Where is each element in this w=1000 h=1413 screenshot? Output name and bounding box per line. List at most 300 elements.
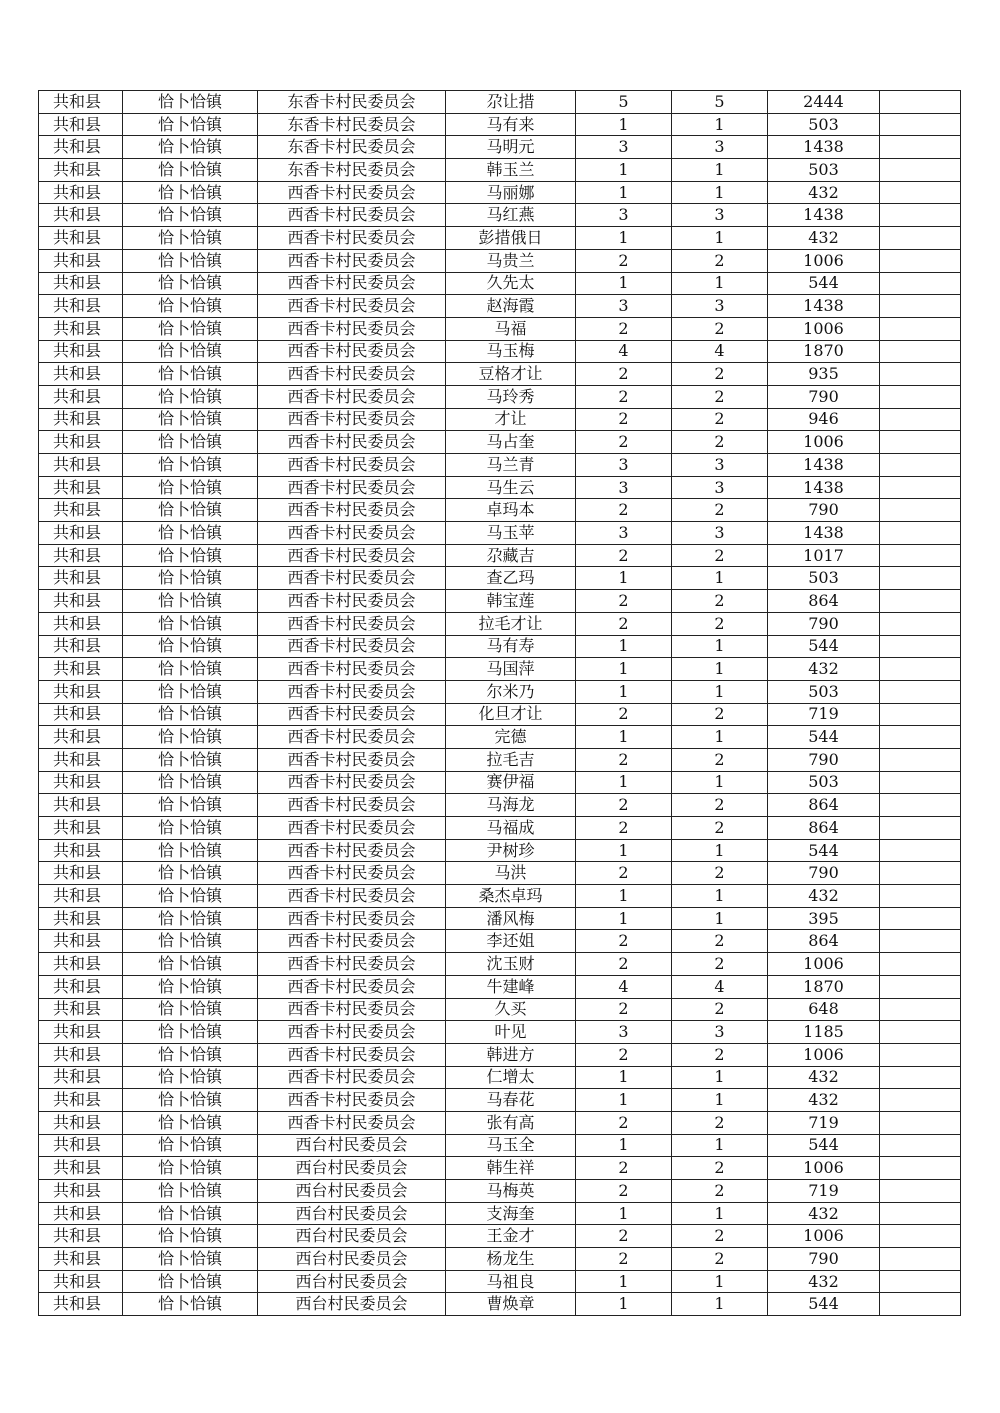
- covered-persons-cell: 2: [672, 998, 768, 1021]
- amount-cell: 790: [768, 1248, 880, 1271]
- table-row: [39, 181, 961, 204]
- covered-persons-cell: 2: [672, 930, 768, 953]
- village-committee-cell: 西香卡村民委员会: [258, 1066, 446, 1089]
- amount-cell: 719: [768, 1180, 880, 1203]
- household-size-cell: 2: [576, 612, 672, 635]
- village-committee-cell: 西香卡村民委员会: [258, 385, 446, 408]
- table-row: [39, 1021, 961, 1044]
- name-cell: 马玉全: [446, 1134, 576, 1157]
- town-cell: 恰卜恰镇: [123, 862, 258, 885]
- covered-persons-cell: 1: [672, 726, 768, 749]
- amount-cell: 790: [768, 748, 880, 771]
- covered-persons-cell: 2: [672, 862, 768, 885]
- amount-cell: 503: [768, 113, 880, 136]
- household-size-cell: 2: [576, 1225, 672, 1248]
- village-committee-cell: 西台村民委员会: [258, 1157, 446, 1180]
- table-row: [39, 1157, 961, 1180]
- household-size-cell: 1: [576, 726, 672, 749]
- covered-persons-cell: 3: [672, 1021, 768, 1044]
- table-row: [39, 1270, 961, 1293]
- remark-cell: [880, 771, 961, 794]
- name-cell: 沈玉财: [446, 953, 576, 976]
- county-cell: 共和县: [39, 771, 123, 794]
- county-cell: 共和县: [39, 204, 123, 227]
- remark-cell: [880, 703, 961, 726]
- village-committee-cell: 西香卡村民委员会: [258, 567, 446, 590]
- household-size-cell: 1: [576, 1270, 672, 1293]
- name-cell: 支海奎: [446, 1202, 576, 1225]
- town-cell: 恰卜恰镇: [123, 1180, 258, 1203]
- remark-cell: [880, 272, 961, 295]
- town-cell: 恰卜恰镇: [123, 136, 258, 159]
- household-size-cell: 3: [576, 1021, 672, 1044]
- table-row: [39, 136, 961, 159]
- household-size-cell: 2: [576, 862, 672, 885]
- village-committee-cell: 西香卡村民委员会: [258, 794, 446, 817]
- remark-cell: [880, 567, 961, 590]
- amount-cell: 1870: [768, 975, 880, 998]
- village-committee-cell: 西香卡村民委员会: [258, 363, 446, 386]
- town-cell: 恰卜恰镇: [123, 204, 258, 227]
- covered-persons-cell: 2: [672, 385, 768, 408]
- name-cell: 王金才: [446, 1225, 576, 1248]
- amount-cell: 1185: [768, 1021, 880, 1044]
- name-cell: 尕让措: [446, 91, 576, 114]
- name-cell: 李还姐: [446, 930, 576, 953]
- remark-cell: [880, 907, 961, 930]
- amount-cell: 790: [768, 499, 880, 522]
- covered-persons-cell: 2: [672, 1248, 768, 1271]
- document-sheet: [38, 90, 960, 1316]
- table-row: [39, 113, 961, 136]
- table-row: [39, 340, 961, 363]
- covered-persons-cell: 3: [672, 204, 768, 227]
- county-cell: 共和县: [39, 703, 123, 726]
- village-committee-cell: 西香卡村民委员会: [258, 907, 446, 930]
- remark-cell: [880, 1293, 961, 1316]
- amount-cell: 544: [768, 1293, 880, 1316]
- remark-cell: [880, 317, 961, 340]
- table-row: [39, 1134, 961, 1157]
- table-row: [39, 408, 961, 431]
- household-size-cell: 2: [576, 930, 672, 953]
- covered-persons-cell: 1: [672, 839, 768, 862]
- town-cell: 恰卜恰镇: [123, 975, 258, 998]
- household-size-cell: 1: [576, 159, 672, 182]
- amount-cell: 544: [768, 726, 880, 749]
- amount-cell: 648: [768, 998, 880, 1021]
- county-cell: 共和县: [39, 885, 123, 908]
- county-cell: 共和县: [39, 522, 123, 545]
- household-size-cell: 1: [576, 227, 672, 250]
- village-committee-cell: 西香卡村民委员会: [258, 522, 446, 545]
- village-committee-cell: 西香卡村民委员会: [258, 1111, 446, 1134]
- name-cell: 查乙玛: [446, 567, 576, 590]
- town-cell: 恰卜恰镇: [123, 1066, 258, 1089]
- household-size-cell: 3: [576, 295, 672, 318]
- county-cell: 共和县: [39, 748, 123, 771]
- town-cell: 恰卜恰镇: [123, 817, 258, 840]
- covered-persons-cell: 1: [672, 680, 768, 703]
- table-row: [39, 658, 961, 681]
- household-size-cell: 2: [576, 1043, 672, 1066]
- town-cell: 恰卜恰镇: [123, 1157, 258, 1180]
- table-row: [39, 590, 961, 613]
- town-cell: 恰卜恰镇: [123, 771, 258, 794]
- remark-cell: [880, 612, 961, 635]
- covered-persons-cell: 1: [672, 113, 768, 136]
- covered-persons-cell: 1: [672, 1270, 768, 1293]
- remark-cell: [880, 408, 961, 431]
- amount-cell: 719: [768, 1111, 880, 1134]
- remark-cell: [880, 1180, 961, 1203]
- county-cell: 共和县: [39, 726, 123, 749]
- table-row: [39, 385, 961, 408]
- remark-cell: [880, 1157, 961, 1180]
- remark-cell: [880, 726, 961, 749]
- remark-cell: [880, 204, 961, 227]
- table-row: [39, 794, 961, 817]
- county-cell: 共和县: [39, 159, 123, 182]
- amount-cell: 1006: [768, 1157, 880, 1180]
- remark-cell: [880, 839, 961, 862]
- table-row: [39, 567, 961, 590]
- town-cell: 恰卜恰镇: [123, 1089, 258, 1112]
- town-cell: 恰卜恰镇: [123, 703, 258, 726]
- name-cell: 马有寿: [446, 635, 576, 658]
- name-cell: 马兰青: [446, 454, 576, 477]
- town-cell: 恰卜恰镇: [123, 522, 258, 545]
- name-cell: 马占奎: [446, 431, 576, 454]
- village-committee-cell: 西香卡村民委员会: [258, 885, 446, 908]
- village-committee-cell: 西香卡村民委员会: [258, 703, 446, 726]
- household-size-cell: 1: [576, 272, 672, 295]
- village-committee-cell: 西香卡村民委员会: [258, 635, 446, 658]
- village-committee-cell: 西台村民委员会: [258, 1270, 446, 1293]
- amount-cell: 1870: [768, 340, 880, 363]
- household-size-cell: 1: [576, 1089, 672, 1112]
- covered-persons-cell: 3: [672, 136, 768, 159]
- amount-cell: 544: [768, 635, 880, 658]
- village-committee-cell: 西台村民委员会: [258, 1134, 446, 1157]
- remark-cell: [880, 295, 961, 318]
- remark-cell: [880, 1225, 961, 1248]
- amount-cell: 432: [768, 227, 880, 250]
- remark-cell: [880, 159, 961, 182]
- amount-cell: 864: [768, 794, 880, 817]
- county-cell: 共和县: [39, 385, 123, 408]
- village-committee-cell: 西香卡村民委员会: [258, 1043, 446, 1066]
- table-row: [39, 862, 961, 885]
- village-committee-cell: 西香卡村民委员会: [258, 612, 446, 635]
- town-cell: 恰卜恰镇: [123, 272, 258, 295]
- amount-cell: 1438: [768, 204, 880, 227]
- county-cell: 共和县: [39, 794, 123, 817]
- town-cell: 恰卜恰镇: [123, 907, 258, 930]
- town-cell: 恰卜恰镇: [123, 431, 258, 454]
- town-cell: 恰卜恰镇: [123, 1043, 258, 1066]
- village-committee-cell: 西香卡村民委员会: [258, 726, 446, 749]
- covered-persons-cell: 1: [672, 272, 768, 295]
- covered-persons-cell: 1: [672, 907, 768, 930]
- household-size-cell: 2: [576, 317, 672, 340]
- household-size-cell: 1: [576, 635, 672, 658]
- town-cell: 恰卜恰镇: [123, 1293, 258, 1316]
- table-row: [39, 204, 961, 227]
- amount-cell: 432: [768, 1089, 880, 1112]
- household-size-cell: 3: [576, 522, 672, 545]
- remark-cell: [880, 499, 961, 522]
- remark-cell: [880, 1043, 961, 1066]
- table-row: [39, 748, 961, 771]
- covered-persons-cell: 3: [672, 454, 768, 477]
- town-cell: 恰卜恰镇: [123, 113, 258, 136]
- table-row: [39, 635, 961, 658]
- remark-cell: [880, 522, 961, 545]
- table-row: [39, 476, 961, 499]
- remark-cell: [880, 680, 961, 703]
- table-row: [39, 272, 961, 295]
- table-row: [39, 227, 961, 250]
- village-committee-cell: 东香卡村民委员会: [258, 91, 446, 114]
- village-committee-cell: 东香卡村民委员会: [258, 159, 446, 182]
- name-cell: 久买: [446, 998, 576, 1021]
- amount-cell: 1438: [768, 522, 880, 545]
- remark-cell: [880, 1134, 961, 1157]
- village-committee-cell: 西香卡村民委员会: [258, 680, 446, 703]
- table-row: [39, 249, 961, 272]
- table-row: [39, 1293, 961, 1316]
- table-row: [39, 839, 961, 862]
- household-size-cell: 1: [576, 771, 672, 794]
- covered-persons-cell: 1: [672, 885, 768, 908]
- amount-cell: 1006: [768, 1225, 880, 1248]
- amount-cell: 503: [768, 567, 880, 590]
- county-cell: 共和县: [39, 930, 123, 953]
- village-committee-cell: 西香卡村民委员会: [258, 544, 446, 567]
- village-committee-cell: 西香卡村民委员会: [258, 1021, 446, 1044]
- town-cell: 恰卜恰镇: [123, 748, 258, 771]
- town-cell: 恰卜恰镇: [123, 181, 258, 204]
- covered-persons-cell: 2: [672, 794, 768, 817]
- town-cell: 恰卜恰镇: [123, 1202, 258, 1225]
- household-size-cell: 1: [576, 1134, 672, 1157]
- name-cell: 马有来: [446, 113, 576, 136]
- household-size-cell: 2: [576, 363, 672, 386]
- amount-cell: 432: [768, 1270, 880, 1293]
- table-row: [39, 317, 961, 340]
- name-cell: 韩宝莲: [446, 590, 576, 613]
- amount-cell: 1017: [768, 544, 880, 567]
- name-cell: 牛建峰: [446, 975, 576, 998]
- table-row: [39, 771, 961, 794]
- town-cell: 恰卜恰镇: [123, 159, 258, 182]
- village-committee-cell: 西香卡村民委员会: [258, 748, 446, 771]
- household-size-cell: 1: [576, 181, 672, 204]
- household-size-cell: 5: [576, 91, 672, 114]
- name-cell: 叶见: [446, 1021, 576, 1044]
- county-cell: 共和县: [39, 839, 123, 862]
- table-row: [39, 544, 961, 567]
- name-cell: 马丽娜: [446, 181, 576, 204]
- table-row: [39, 1111, 961, 1134]
- village-committee-cell: 西香卡村民委员会: [258, 1089, 446, 1112]
- household-size-cell: 2: [576, 998, 672, 1021]
- remark-cell: [880, 885, 961, 908]
- covered-persons-cell: 2: [672, 431, 768, 454]
- county-cell: 共和县: [39, 249, 123, 272]
- covered-persons-cell: 5: [672, 91, 768, 114]
- covered-persons-cell: 2: [672, 1225, 768, 1248]
- table-row: [39, 726, 961, 749]
- county-cell: 共和县: [39, 612, 123, 635]
- county-cell: 共和县: [39, 1270, 123, 1293]
- county-cell: 共和县: [39, 635, 123, 658]
- amount-cell: 1006: [768, 1043, 880, 1066]
- county-cell: 共和县: [39, 1089, 123, 1112]
- covered-persons-cell: 1: [672, 658, 768, 681]
- name-cell: 马海龙: [446, 794, 576, 817]
- county-cell: 共和县: [39, 862, 123, 885]
- remark-cell: [880, 1066, 961, 1089]
- village-committee-cell: 西香卡村民委员会: [258, 204, 446, 227]
- amount-cell: 1438: [768, 454, 880, 477]
- household-size-cell: 2: [576, 953, 672, 976]
- remark-cell: [880, 227, 961, 250]
- remark-cell: [880, 544, 961, 567]
- town-cell: 恰卜恰镇: [123, 1021, 258, 1044]
- amount-cell: 544: [768, 1134, 880, 1157]
- table-row: [39, 998, 961, 1021]
- name-cell: 马明元: [446, 136, 576, 159]
- name-cell: 完德: [446, 726, 576, 749]
- remark-cell: [880, 1021, 961, 1044]
- household-size-cell: 4: [576, 975, 672, 998]
- covered-persons-cell: 4: [672, 975, 768, 998]
- name-cell: 尕藏吉: [446, 544, 576, 567]
- covered-persons-cell: 2: [672, 1180, 768, 1203]
- village-committee-cell: 西香卡村民委员会: [258, 249, 446, 272]
- remark-cell: [880, 590, 961, 613]
- village-committee-cell: 西香卡村民委员会: [258, 272, 446, 295]
- town-cell: 恰卜恰镇: [123, 317, 258, 340]
- household-size-cell: 2: [576, 703, 672, 726]
- village-committee-cell: 西台村民委员会: [258, 1180, 446, 1203]
- county-cell: 共和县: [39, 227, 123, 250]
- remark-cell: [880, 862, 961, 885]
- village-committee-cell: 西台村民委员会: [258, 1248, 446, 1271]
- covered-persons-cell: 2: [672, 544, 768, 567]
- name-cell: 赵海霞: [446, 295, 576, 318]
- name-cell: 马玲秀: [446, 385, 576, 408]
- village-committee-cell: 西香卡村民委员会: [258, 454, 446, 477]
- county-cell: 共和县: [39, 363, 123, 386]
- name-cell: 韩生祥: [446, 1157, 576, 1180]
- county-cell: 共和县: [39, 499, 123, 522]
- covered-persons-cell: 1: [672, 1134, 768, 1157]
- amount-cell: 719: [768, 703, 880, 726]
- covered-persons-cell: 2: [672, 817, 768, 840]
- household-size-cell: 2: [576, 1111, 672, 1134]
- covered-persons-cell: 3: [672, 476, 768, 499]
- amount-cell: 864: [768, 590, 880, 613]
- covered-persons-cell: 3: [672, 522, 768, 545]
- amount-cell: 432: [768, 181, 880, 204]
- household-size-cell: 1: [576, 658, 672, 681]
- county-cell: 共和县: [39, 1202, 123, 1225]
- name-cell: 马国萍: [446, 658, 576, 681]
- village-committee-cell: 西香卡村民委员会: [258, 227, 446, 250]
- name-cell: 豆格才让: [446, 363, 576, 386]
- county-cell: 共和县: [39, 1157, 123, 1180]
- county-cell: 共和县: [39, 590, 123, 613]
- household-size-cell: 1: [576, 839, 672, 862]
- name-cell: 久先太: [446, 272, 576, 295]
- village-committee-cell: 西香卡村民委员会: [258, 975, 446, 998]
- town-cell: 恰卜恰镇: [123, 1270, 258, 1293]
- table-row: [39, 930, 961, 953]
- village-committee-cell: 西香卡村民委员会: [258, 317, 446, 340]
- household-size-cell: 1: [576, 1066, 672, 1089]
- amount-cell: 790: [768, 385, 880, 408]
- remark-cell: [880, 476, 961, 499]
- covered-persons-cell: 2: [672, 1111, 768, 1134]
- amount-cell: 946: [768, 408, 880, 431]
- households-table: [38, 90, 961, 1316]
- village-committee-cell: 西香卡村民委员会: [258, 476, 446, 499]
- table-row: [39, 680, 961, 703]
- table-row: [39, 975, 961, 998]
- county-cell: 共和县: [39, 476, 123, 499]
- county-cell: 共和县: [39, 181, 123, 204]
- name-cell: 杨龙生: [446, 1248, 576, 1271]
- village-committee-cell: 西香卡村民委员会: [258, 590, 446, 613]
- county-cell: 共和县: [39, 998, 123, 1021]
- name-cell: 彭措俄日: [446, 227, 576, 250]
- amount-cell: 432: [768, 885, 880, 908]
- county-cell: 共和县: [39, 1066, 123, 1089]
- amount-cell: 1438: [768, 295, 880, 318]
- household-size-cell: 3: [576, 204, 672, 227]
- remark-cell: [880, 658, 961, 681]
- town-cell: 恰卜恰镇: [123, 454, 258, 477]
- table-row: [39, 522, 961, 545]
- table-row: [39, 1043, 961, 1066]
- town-cell: 恰卜恰镇: [123, 885, 258, 908]
- covered-persons-cell: 1: [672, 567, 768, 590]
- town-cell: 恰卜恰镇: [123, 363, 258, 386]
- remark-cell: [880, 1202, 961, 1225]
- household-size-cell: 2: [576, 385, 672, 408]
- name-cell: 拉毛才让: [446, 612, 576, 635]
- county-cell: 共和县: [39, 680, 123, 703]
- name-cell: 马祖良: [446, 1270, 576, 1293]
- household-size-cell: 2: [576, 431, 672, 454]
- table-row: [39, 1180, 961, 1203]
- amount-cell: 1006: [768, 953, 880, 976]
- remark-cell: [880, 1111, 961, 1134]
- county-cell: 共和县: [39, 907, 123, 930]
- name-cell: 才让: [446, 408, 576, 431]
- covered-persons-cell: 2: [672, 1043, 768, 1066]
- town-cell: 恰卜恰镇: [123, 295, 258, 318]
- table-row: [39, 1248, 961, 1271]
- name-cell: 马洪: [446, 862, 576, 885]
- remark-cell: [880, 113, 961, 136]
- town-cell: 恰卜恰镇: [123, 1134, 258, 1157]
- table-row: [39, 1225, 961, 1248]
- amount-cell: 503: [768, 159, 880, 182]
